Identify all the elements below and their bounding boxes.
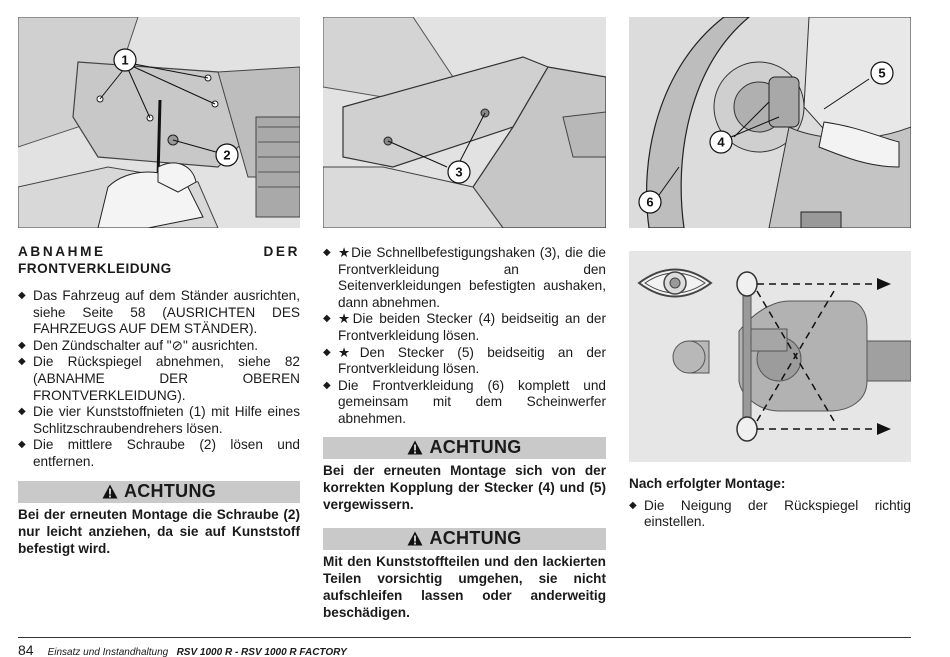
list-item: ◆ ★Den Stecker (5) beidseitig an der Frontverkleidung lösen. [323,345,606,378]
list-item: ◆ Die Neigung der Rückspiegel richtig einstellen. [629,498,911,531]
column-middle [323,245,606,621]
list-item: ◆ Die mittlere Schraube (2) lösen und entfernen. [18,437,300,470]
figure-rivets-screw [18,17,300,228]
warning-text: Bei der erneuten Montage die Schraube (2) nur leicht anziehen, da sie auf Kunststoff befestigt wird. [18,506,300,556]
footer-title-bold: RSV 1000 R - RSV 1000 R FACTORY [176,647,347,657]
list-item: ◆ ★Die Schnellbefestigungshaken (3), die die Frontverkleidung an den Seitenverkleidungen befestigten aushaken, dann abnehmen. [323,245,606,311]
figure-mirror-adjustment [629,251,911,462]
footer-divider [18,637,911,638]
figure-quick-release-hooks-illustration [323,17,606,228]
warning-label: ACHTUNG [429,528,522,549]
heading-word-2: DER [263,244,300,259]
callout-3: 3 [455,164,463,180]
warning-triangle-icon [407,531,423,546]
footer-title-plain: Einsatz und Instandhaltung [47,647,169,657]
warning-banner [323,437,606,459]
column-left [18,243,300,557]
warning-label: ACHTUNG [429,437,522,458]
callout-4: 4 [717,134,725,150]
subheading: Nach erfolgter Montage: [629,476,786,491]
page-number: 84 [18,642,34,657]
list-item: ◆ Den Zündschalter auf "⊘" ausrichten. [18,338,300,355]
footer-title [48,647,347,657]
page-footer [18,642,347,657]
callout-5: 5 [878,65,886,81]
callout-2: 2 [223,147,231,163]
list-item: ◆ ★Die beiden Stecker (4) beidseitig an der Frontverkleidung lösen. [323,311,606,344]
warning-banner [18,481,300,503]
warning-text: Bei der erneuten Montage sich von der korrekten Kopplung der Stecker (4) und (5) vergewissern. [323,462,606,512]
warning-triangle-icon [102,484,118,499]
instruction-list [18,288,300,471]
list-item: ◆ Die Frontverkleidung (6) komplett und gemeinsam mit dem Scheinwerfer abnehmen. [323,378,606,428]
list-item: ◆ Das Fahrzeug auf dem Ständer ausrichten, siehe Seite 58 (AUSRICHTEN DES FAHRZEUGS AUF DEM STÄNDER). [18,288,300,338]
instruction-list [323,245,606,428]
figure-rivets-screw-illustration [18,17,300,228]
warning-triangle-icon [407,440,423,455]
column-right [629,476,911,531]
heading-word-1: ABNAHME [18,244,106,259]
heading-word-3: FRONTVERKLEIDUNG [18,261,172,276]
instruction-list [629,498,911,531]
warning-banner [323,528,606,550]
list-item: ◆ Die vier Kunststoffnieten (1) mit Hilfe eines Schlitzschraubendrehers lösen. [18,404,300,437]
callout-6: 6 [646,194,654,210]
warning-text: Mit den Kunststoffteilen und den lackierten Teilen vorsichtig umgehen, sie nicht aufschleifen lassen oder anderweitig beschädigen. [323,553,606,620]
figure-mirror-adjustment-illustration [629,251,911,462]
section-heading [18,243,300,277]
callout-1: 1 [121,52,129,68]
warning-label: ACHTUNG [123,481,217,502]
figure-connectors-illustration [629,17,911,228]
figure-connectors [629,17,911,228]
figure-quick-release-hooks [323,17,606,228]
list-item: ◆ Die Rückspiegel abnehmen, siehe 82 (ABNAHME DER OBEREN FRONTVERKLEIDUNG). [18,354,300,404]
